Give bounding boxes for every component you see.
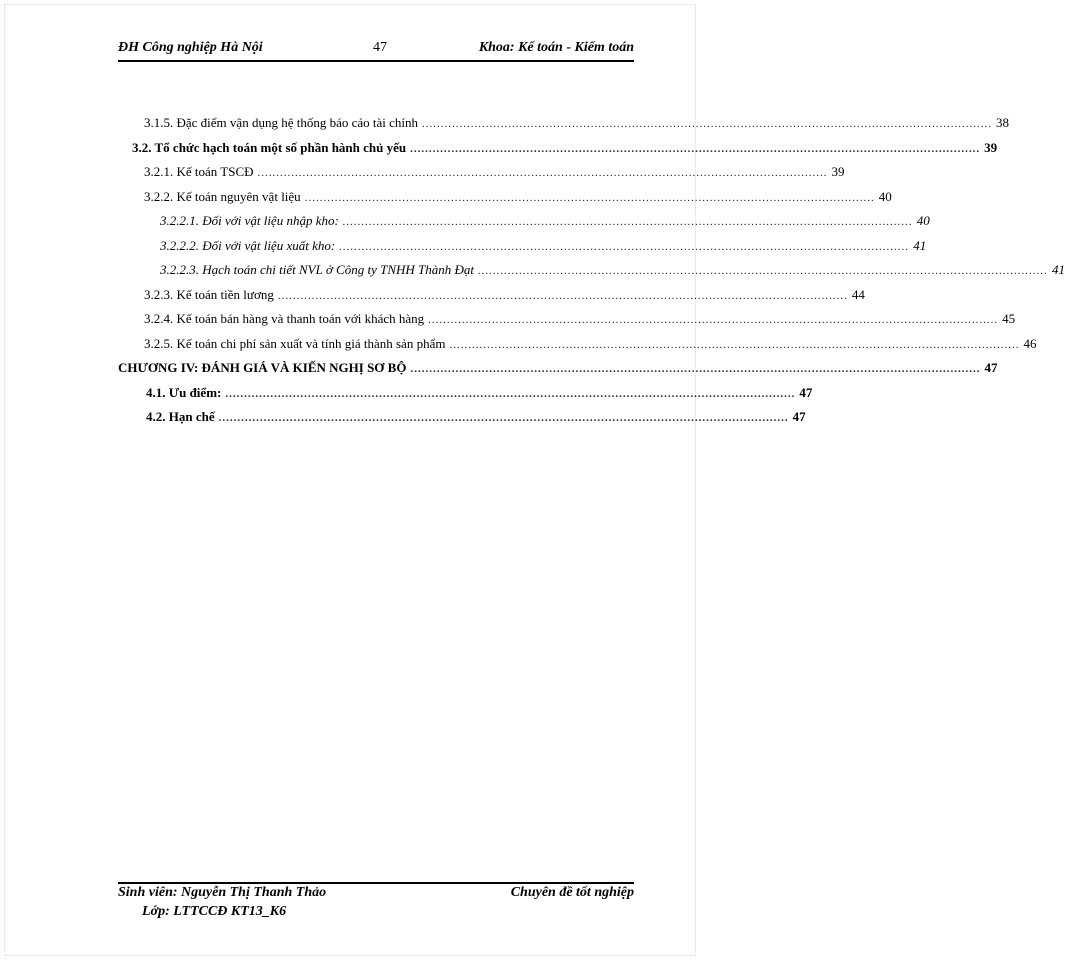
toc-leader-dots: ........................................................................................................................................................ [449,338,1020,351]
footer-divider [118,882,634,884]
toc-entry-title: 3.2. Tổ chức hạch toán một số phần hành chủ yếu [132,139,407,155]
toc-leader-dots: ........................................................................................................................................................ [410,142,981,155]
page-header [118,40,634,62]
toc-entry-title: 3.2.2.2. Đối với vật liệu xuất kho: [160,237,336,253]
toc-entry-title: 4.2. Hạn chế [146,409,215,424]
toc-entry-page: 39 [984,139,998,155]
toc-entry[interactable] [118,286,865,311]
toc-entry-title: 3.2.4. Kế toán bán hàng và thanh toán với khách hàng [144,311,425,326]
toc-leader-dots: ........................................................................................................................................................ [410,363,981,375]
toc-leader-dots: ........................................................................................................................................................ [304,191,875,204]
toc-leader-dots: ........................................................................................................................................................ [218,412,789,424]
footer-student: Sinh viên: Nguyễn Thị Thanh Thảo [118,885,327,900]
toc-entry-title: 4.1. Ưu điểm: [146,384,222,400]
toc-leader-dots: ........................................................................................................................................................ [422,118,993,130]
table-of-contents [118,114,1065,433]
toc-leader-dots: ........................................................................................................................................................ [342,216,913,228]
toc-entry-page: 38 [996,115,1010,130]
toc-entry-title: 3.2.2.1. Đối với vật liệu nhập kho: [160,213,339,228]
toc-entry[interactable] [118,114,1010,139]
header-page-number: 47 [373,40,387,55]
toc-leader-dots: ........................................................................................................................................................ [428,314,999,326]
toc-leader-dots: ........................................................................................................................................................ [478,265,1049,277]
toc-entry-title: 3.2.1. Kế toán TSCĐ [144,164,254,179]
toc-entry-page: 45 [1002,311,1016,326]
toc-entry[interactable] [118,212,930,237]
toc-entry-page: 46 [1023,335,1037,351]
toc-entry[interactable] [118,188,892,213]
toc-entry[interactable] [118,139,998,164]
footer-thesis-label: Chuyên đề tốt nghiệp [510,885,634,900]
toc-leader-dots: ........................................................................................................................................................ [339,240,910,253]
toc-entry[interactable] [118,237,927,262]
toc-entry-title: 3.2.2. Kế toán nguyên vật liệu [144,188,301,204]
toc-entry-page: 40 [878,188,892,204]
toc-entry-title: 3.1.5. Đặc điểm vận dụng hệ thống báo cáo tài chính [144,115,419,130]
toc-leader-dots: ........................................................................................................................................................ [257,167,828,179]
toc-entry[interactable] [118,359,998,384]
toc-entry[interactable] [118,384,813,409]
toc-entry[interactable] [118,335,1037,360]
toc-leader-dots: ........................................................................................................................................................ [277,289,848,302]
header-faculty: Khoa: Kế toán - Kiểm toán [478,40,634,55]
toc-entry-page: 40 [916,213,930,228]
toc-entry-title: CHƯƠNG IV: ĐÁNH GIÁ VÀ KIẾN NGHỊ SƠ BỘ [118,360,407,375]
toc-entry-page: 47 [984,360,998,375]
toc-entry[interactable] [118,310,1016,335]
toc-entry-title: 3.2.2.3. Hạch toán chi tiết NVL ở Công ty TNHH Thành Đạt [160,262,475,277]
toc-entry-title: 3.2.3. Kế toán tiền lương [144,286,274,302]
toc-entry-page: 44 [851,286,865,302]
header-university: ĐH Công nghiệp Hà Nội [118,40,263,55]
toc-entry-page: 41 [1052,262,1065,277]
toc-entry[interactable] [118,163,845,188]
header-divider [118,60,634,62]
toc-entry[interactable] [118,261,1065,286]
toc-entry-page: 39 [831,164,845,179]
toc-entry-title: 3.2.5. Kế toán chi phí sản xuất và tính giá thành sản phẩm [144,335,446,351]
toc-entry-page: 47 [799,384,813,400]
footer-class: Lớp: LTTCCĐ KT13_K6 [142,904,287,919]
toc-leader-dots: ........................................................................................................................................................ [225,387,796,400]
toc-entry-page: 47 [792,409,806,424]
toc-entry[interactable] [118,408,806,433]
toc-entry-page: 41 [913,237,927,253]
